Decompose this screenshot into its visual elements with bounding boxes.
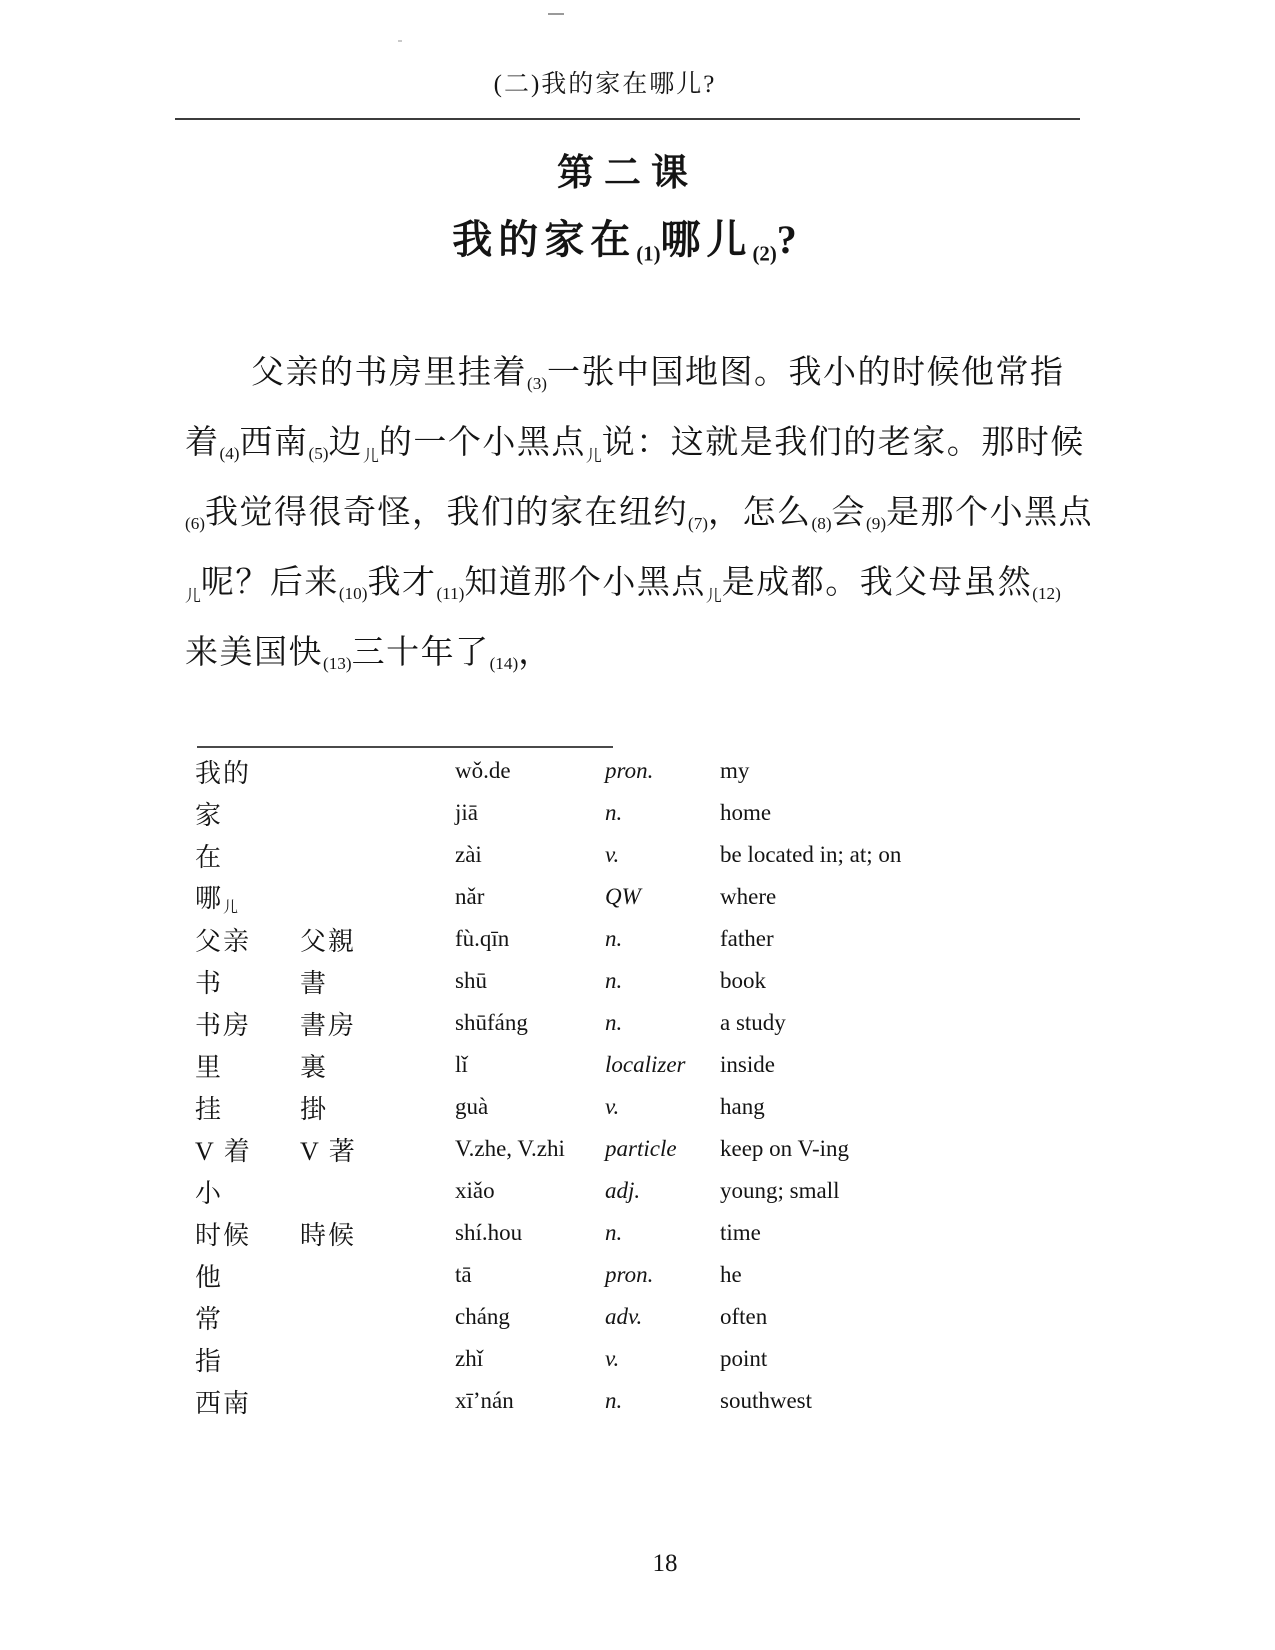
vocab-simplified: 家 [195,800,224,830]
vocab-pinyin: wǒ.de [455,758,511,783]
vocab-pos: n. [605,800,623,825]
vocab-simplified: 书 [195,968,224,998]
vocab-pos: v. [605,1094,620,1119]
vocab-row [195,1170,1075,1212]
vocab-traditional: 書房 [300,1010,357,1040]
vocab-pinyin: jiā [455,800,478,825]
vocab-row [195,834,1075,876]
vocab-english: keep on V-ing [720,1136,850,1161]
vocab-traditional: 時候 [300,1220,357,1250]
vocab-english: a study [720,1010,786,1035]
vocab-simplified: 里 [195,1052,224,1082]
reading-passage [185,338,1094,688]
gloss-number: (7) [688,514,709,533]
text-segment: ? [776,217,803,262]
vocab-english: home [720,800,772,825]
vocab-pos: particle [605,1136,677,1161]
vocab-english: inside [720,1052,775,1077]
vocab-row [195,918,1075,960]
gloss-number: (11) [436,584,465,603]
vocab-row [195,792,1075,834]
gloss-number: (5) [308,444,329,463]
vocab-english: hang [720,1094,765,1119]
vocab-simplified: 我的 [195,758,252,788]
vocab-pos: pron. [605,758,654,783]
vocab-english: be located in; at; on [720,842,902,867]
vocab-pos: QW [605,884,641,909]
vocab-simplified: 书房 [195,1010,252,1040]
vocab-pos: localizer [605,1052,686,1077]
vocab-simplified: V 着 [195,1136,252,1166]
vocab-english: he [720,1262,742,1287]
text-segment: 三十年了 [351,635,490,671]
gloss-number: (10) [338,584,368,603]
text-segment: 说：这就是我们的老家。那时候 [601,425,1085,461]
vocab-traditional: 裏 [300,1052,329,1082]
vocab-row [195,1380,1075,1422]
vocab-traditional: 掛 [300,1094,329,1124]
text-segment: 着 [185,425,220,461]
vocab-pinyin: fù.qīn [455,926,510,951]
vocab-pos: n. [605,968,623,993]
vocab-english: point [720,1346,768,1371]
vocab-pinyin: zhǐ [455,1346,484,1371]
vocab-simplified: 指 [195,1346,224,1376]
vocab-pos: adj. [605,1178,641,1203]
text-segment: 来美国快 [185,635,323,671]
vocab-pinyin: shū [455,968,487,993]
vocab-pinyin: lǐ [455,1052,468,1077]
vocab-english: where [720,884,777,909]
gloss-number: (12) [1032,584,1061,603]
vocab-pos: n. [605,1010,623,1035]
running-header: (二)我的家在哪儿? [493,71,717,98]
paragraph-line [185,548,1061,618]
text-segment: ， [518,635,553,671]
vocab-english: young; small [720,1178,840,1203]
vocab-simplified: 哪儿 [195,883,241,916]
header-rule [175,118,1080,120]
vocab-row [195,1044,1075,1086]
vocab-pinyin: shūfáng [455,1010,528,1035]
er-suffix: 儿 [223,899,241,916]
vocab-pinyin: xiǎo [455,1178,495,1203]
vocab-english: my [720,758,750,783]
text-segment: 我觉得很奇怪，我们的家在纽约 [205,495,689,531]
vocab-pinyin: xī’nán [455,1388,514,1413]
gloss-number: (3) [527,374,548,393]
scan-artifact [398,40,402,42]
vocab-traditional: 書 [300,968,329,998]
vocab-pos: adv. [605,1304,643,1329]
text-segment: 我才 [367,565,437,601]
vocab-pinyin: shí.hou [455,1220,523,1245]
text-segment: 边 [328,425,364,461]
vocab-row [195,960,1075,1002]
vocab-pos: v. [605,842,620,867]
vocab-simplified: 在 [195,842,224,872]
vocab-table-rule [197,746,613,748]
vocab-row [195,1338,1075,1380]
vocab-pinyin: V.zhe, V.zhi [455,1136,565,1161]
vocab-simplified: 他 [195,1262,224,1292]
vocab-row [195,876,1075,918]
text-segment: 我的家在 [452,217,637,262]
text-segment: 一张中国地图。我小的时候他常指 [547,355,1065,391]
gloss-number: (6) [185,514,206,533]
lesson-subtitle [175,208,1080,266]
vocab-traditional: 父親 [300,926,357,956]
text-segment: 儿 [185,587,201,605]
text-segment: 儿 [705,587,722,605]
gloss-number: (14) [489,654,519,673]
vocab-pinyin: cháng [455,1304,510,1329]
vocab-row [195,1254,1075,1296]
text-segment: 呢？后来 [200,565,339,601]
paragraph-line [185,478,1094,548]
paragraph-line [185,618,1035,688]
vocab-pos: n. [605,926,623,951]
text-segment: 是成都。我父母虽然 [721,565,1033,601]
vocab-simplified: 西南 [195,1388,252,1418]
text-segment: 的一个小黑点 [378,425,586,461]
page-number: 18 [652,1550,678,1577]
text-segment: 知道那个小黑点 [464,565,706,601]
vocab-table [195,750,1075,1422]
vocab-row [195,750,1075,792]
vocab-row [195,1296,1075,1338]
vocab-simplified: 时候 [195,1220,252,1250]
vocab-english: time [720,1220,761,1245]
gloss-number: (8) [811,514,832,533]
text-segment: 是那个小黑点 [886,495,1094,531]
vocab-simplified: 常 [195,1304,224,1334]
paragraph-line [185,408,1085,478]
gloss-number: (1) [636,242,661,266]
vocab-english: book [720,968,766,993]
scan-artifact [548,13,564,15]
gloss-number: (2) [752,242,777,266]
vocab-pos: n. [605,1388,623,1413]
text-segment: 儿 [363,447,379,465]
text-segment: 哪儿 [660,217,753,262]
paragraph-line [185,338,1065,408]
vocab-row [195,1212,1075,1254]
vocab-english: often [720,1304,768,1329]
vocab-row [195,1002,1075,1044]
gloss-number: (4) [219,444,240,463]
vocab-row [195,1086,1075,1128]
lesson-title: 第二课 [557,153,698,194]
vocab-pinyin: zài [455,842,482,867]
text-segment: 会 [831,495,867,531]
vocab-simplified: 父亲 [195,926,252,956]
vocab-pinyin: tā [455,1262,472,1287]
vocab-pos: pron. [605,1262,654,1287]
vocab-simplified: 小 [195,1178,224,1208]
vocab-pos: n. [605,1220,623,1245]
text-segment: ，怎么 [708,495,812,531]
vocab-simplified: 挂 [195,1094,224,1124]
vocab-traditional: V 著 [300,1136,357,1166]
text-segment: 西南 [239,425,309,461]
vocab-english: southwest [720,1388,812,1413]
text-segment: 父亲的书房里挂着 [251,355,527,391]
vocab-pos: v. [605,1346,620,1371]
vocab-pinyin: nǎr [455,884,485,909]
text-segment: 儿 [585,447,602,465]
gloss-number: (9) [866,514,887,533]
vocab-pinyin: guà [455,1094,489,1119]
vocab-english: father [720,926,774,951]
vocab-row [195,1128,1075,1170]
gloss-number: (13) [323,654,352,673]
